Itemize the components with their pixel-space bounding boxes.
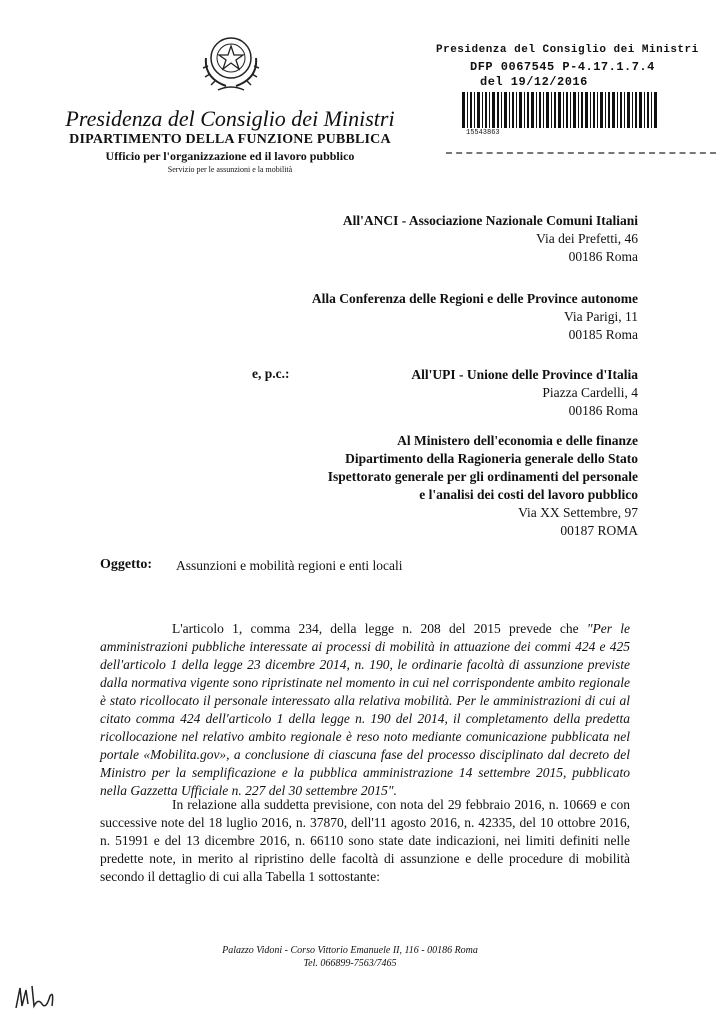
recipient-mef — [328, 432, 638, 540]
header-department: DIPARTIMENTO DELLA FUNZIONE PUBBLICA — [69, 132, 391, 147]
recipient-name: All'ANCI - Associazione Nazionale Comuni Italiani — [342, 213, 638, 228]
recipient-name: Alla Conferenza delle Regioni e delle Province autonome — [311, 291, 638, 306]
recipient-department: Dipartimento della Ragioneria generale dello Stato — [345, 451, 638, 466]
footer-address: Palazzo Vidoni - Corso Vittorio Emanuele II, 116 - 00186 Roma — [222, 945, 478, 956]
recipient-street: Via XX Settembre, 97 — [518, 505, 638, 520]
subject-text: Assunzioni e mobilità regioni e enti locali — [176, 558, 403, 573]
recipient-anci — [343, 212, 638, 266]
cc-label: e, p.c.: — [252, 366, 290, 381]
recipient-inspectorate: Ispettorato generale per gli ordinamenti del personale — [327, 469, 638, 484]
stamp-line-1: Presidenza del Consiglio dei Ministri — [436, 44, 699, 56]
recipient-street: Via dei Prefetti, 46 — [536, 231, 638, 246]
paragraph-2 — [100, 796, 630, 886]
barcode-number: 15543863 — [466, 129, 500, 137]
paragraph-1-intro: L'articolo 1, comma 234, della legge n. 208 del 2015 prevede che — [172, 621, 587, 636]
barcode-icon — [462, 92, 658, 128]
header-office: Ufficio per l'organizzazione ed il lavoro pubblico — [105, 149, 355, 163]
subject-label: Oggetto: — [100, 557, 153, 572]
recipient-upi — [411, 366, 638, 420]
recipient-city: 00186 Roma — [568, 249, 638, 264]
recipient-name: Al Ministero dell'economia e delle finanze — [397, 433, 638, 448]
recipient-name: All'UPI - Unione delle Province d'Italia — [411, 367, 638, 382]
recipient-city: 00186 Roma — [568, 403, 638, 418]
recipient-street: Piazza Cardelli, 4 — [542, 385, 638, 400]
header-service: Servizio per le assunzioni e la mobilità — [167, 165, 293, 174]
recipient-city: 00187 ROMA — [560, 523, 638, 538]
header-title: Presidenza del Consiglio dei Ministri — [65, 106, 395, 131]
stamp-protocol-number: DFP 0067545 P-4.17.1.7.4 — [470, 60, 655, 74]
footer-phone: Tel. 066899-7563/7465 — [303, 958, 397, 969]
separator-dashes — [446, 152, 716, 154]
recipient-inspectorate-cont: e l'analisi dei costi del lavoro pubblico — [419, 487, 638, 502]
recipient-street: Via Parigi, 11 — [563, 309, 638, 324]
republic-emblem-icon — [196, 28, 266, 98]
paragraph-2-text: In relazione alla suddetta previsione, con nota del 29 febbraio 2016, n. 10669 e con successive note del 18 luglio 2016, n. 37870, dell'11 agosto 2016, n. 42335, del 10 ottobre 2016, n. 51991 e del 13 dicembre 2016, n. 66110 sono state date indicazioni, nei limiti definiti nelle predette note, in merito al ripristino delle facoltà di assunzione e delle procedure di mobilità secondo il dettaglio di cui alla Tabella 1 sottostante: — [100, 797, 630, 884]
paragraph-1 — [100, 620, 630, 800]
recipient-city: 00185 Roma — [568, 327, 638, 342]
stamp-date: del 19/12/2016 — [480, 75, 588, 89]
paragraph-1-quote: "Per le amministrazioni pubbliche interessate ai processi di mobilità in attuazione dei commi 424 e 425 dell'articolo 1 della legge 23 dicembre 2014, n. 190, le ordinarie facoltà di assunzione previste dalla normativa vigente sono ripristinate nel momento in cui nel corrispondente ambito regionale è stato ricollocato il personale interessato alla relativa mobilità. Per le amministrazioni di cui al citato comma 424 dell'articolo 1 della legge n. 190 del 2014, il completamento della predetta ricollocazione nel relativo ambito regionale è reso noto mediante comunicazione pubblicata nel portale «Mobilita.gov», a conclusione di ciascuna fase del processo disciplinato dal decreto del Ministro per la semplificazione e la pubblica amministrazione 14 settembre 2015, pubblicato nella Gazzetta Ufficiale n. 227 del 30 settembre 2015". — [100, 621, 630, 798]
recipient-conferenza — [312, 290, 638, 344]
initials-signature-icon — [12, 982, 60, 1012]
